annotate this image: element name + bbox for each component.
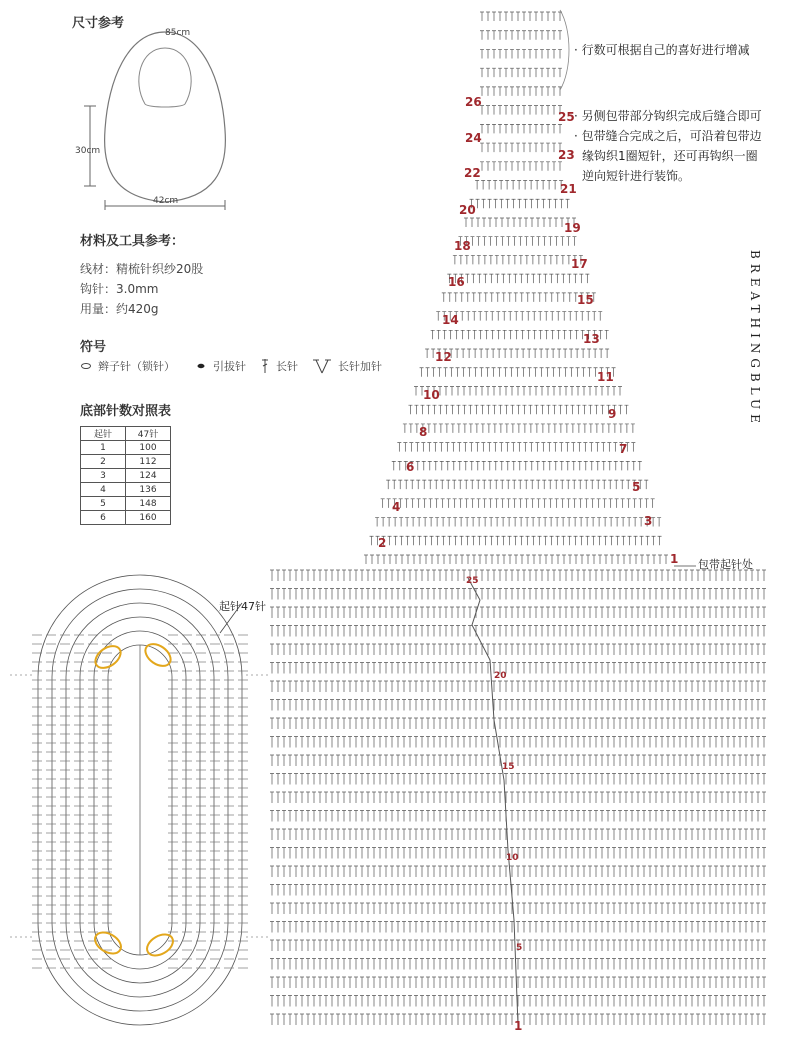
stitch-row — [480, 143, 562, 152]
stitch-row — [442, 293, 596, 302]
stitch-row — [480, 31, 562, 40]
bag-outline-diagram — [70, 20, 260, 210]
stitch-row — [270, 829, 766, 840]
stitch-row — [436, 312, 602, 321]
stitch-row — [270, 959, 766, 970]
stitch-row — [397, 443, 635, 452]
table-cell-stitches: 136 — [126, 483, 171, 497]
stitch-row — [270, 607, 766, 618]
stitch-row — [425, 349, 609, 358]
table-cell-round: 3 — [81, 469, 126, 483]
stitch-row — [270, 737, 766, 748]
stitch-row — [431, 330, 609, 339]
materials-title: 材料及工具参考： — [80, 234, 185, 249]
stitch-row — [475, 181, 563, 190]
stitch-row — [480, 124, 562, 133]
strap-row-number: 24 — [465, 131, 482, 145]
stitch-row — [453, 255, 583, 264]
stitch-row — [270, 922, 766, 933]
size-height-label: 30cm — [75, 146, 101, 156]
table-cell-stitches: 112 — [126, 455, 171, 469]
stitch-row — [270, 570, 766, 581]
table-cell-stitches: 160 — [126, 511, 171, 525]
stitch-row — [370, 536, 662, 545]
stitch-row — [270, 903, 766, 914]
stitch-row — [270, 681, 766, 692]
strap-row-number: 6 — [406, 460, 415, 474]
material-yarn: 线材：精梳针织纱20股 — [80, 262, 204, 276]
slip-stitch-icon — [195, 362, 207, 370]
strap-row-number: 20 — [459, 203, 476, 217]
strap-row-number: 13 — [583, 332, 600, 346]
highlight-circle — [143, 930, 176, 960]
strap-start-label: 包带起针处 — [698, 558, 753, 571]
stitch-row — [470, 199, 570, 208]
note-rows: · 行数可根据自己的喜好进行增减 — [574, 43, 750, 57]
chain-stitch-icon — [80, 362, 92, 370]
note-edge-3: 逆向短针进行装饰。 — [582, 169, 691, 183]
highlight-circle — [91, 928, 124, 958]
strap-row-number: 1 — [670, 552, 679, 566]
table-row — [81, 483, 171, 497]
stitch-row — [458, 237, 576, 246]
strap-row-number: 15 — [577, 293, 594, 307]
stitch-row — [270, 811, 766, 822]
table-body — [81, 441, 171, 525]
stitch-row — [270, 792, 766, 803]
stitch-row — [270, 774, 766, 785]
stitch-row — [392, 461, 642, 470]
symbols-title: 符号 — [80, 340, 107, 355]
stitch-row — [447, 274, 589, 283]
strap-row-number: 25 — [558, 110, 575, 124]
table-row — [81, 511, 171, 525]
stitch-row — [420, 368, 616, 377]
stitch-row — [270, 700, 766, 711]
stitch-row — [364, 555, 668, 564]
table-header-count: 47针 — [126, 427, 171, 441]
table-title: 底部针数对照表 — [80, 404, 172, 419]
stitch-row — [414, 386, 622, 395]
brand-watermark: BREATHINGBLUE — [748, 250, 762, 428]
stitch-row — [270, 977, 766, 988]
strap-row-number: 3 — [644, 514, 653, 528]
table-row — [81, 441, 171, 455]
stitch-row — [480, 12, 562, 21]
stitch-row — [270, 644, 766, 655]
stitch-row — [270, 626, 766, 637]
body-row-number: 1 — [514, 1019, 523, 1033]
table-cell-round: 1 — [81, 441, 126, 455]
strap-row-number: 26 — [465, 95, 482, 109]
strap-row-number: 22 — [464, 166, 481, 180]
stitch-row — [270, 663, 766, 674]
strap-row-number: 8 — [419, 425, 428, 439]
strap-row-number: 17 — [571, 257, 588, 271]
table-cell-round: 6 — [81, 511, 126, 525]
body-row-number: 5 — [516, 943, 523, 953]
base-oval-chart — [10, 565, 270, 1043]
body-row-number: 20 — [494, 671, 507, 681]
strap-row-number: 16 — [448, 275, 465, 289]
size-width-label: 42cm — [153, 196, 179, 206]
material-hook: 钩针：3.0mm — [80, 282, 159, 296]
strap-row-number: 4 — [392, 500, 401, 514]
stitch-row — [480, 106, 562, 115]
table-header-start: 起针 — [81, 427, 126, 441]
stitch-row — [480, 162, 562, 171]
stitch-row — [270, 718, 766, 729]
stitch-row — [270, 866, 766, 877]
note-edge-2: 缘钩织1圈短针，还可再钩织一圈 — [582, 149, 758, 163]
table-cell-round: 2 — [81, 455, 126, 469]
strap-row-number: 12 — [435, 350, 452, 364]
base-start-label: 起针47针 — [219, 600, 266, 613]
symbols-legend: 辫子针（锁针） 引拔针 长针 长针加针 — [80, 358, 382, 374]
strap-row-number: 11 — [597, 370, 614, 384]
note-edge-1: · 包带缝合完成之后，可沿着包带边 — [574, 129, 762, 143]
body-row-number: 10 — [506, 853, 519, 863]
table-cell-round: 4 — [81, 483, 126, 497]
stitch-row — [375, 518, 661, 527]
stitch-row — [270, 589, 766, 600]
strap-row-number: 19 — [564, 221, 581, 235]
table-cell-stitches: 148 — [126, 497, 171, 511]
material-amount: 用量：约420g — [80, 302, 159, 316]
strap-row-number: 10 — [423, 388, 440, 402]
stitch-row — [386, 480, 648, 489]
size-top-label: 85cm — [165, 28, 191, 38]
table-row — [81, 469, 171, 483]
highlight-circle — [91, 642, 124, 673]
body-row-number: 25 — [466, 576, 479, 586]
strap-row-number: 21 — [560, 182, 577, 196]
strap-row-number: 2 — [378, 536, 387, 550]
strap-row-number: 9 — [608, 407, 617, 421]
strap-row-number: 18 — [454, 239, 471, 253]
stitch-row — [403, 424, 635, 433]
table-row — [81, 455, 171, 469]
stitch-row — [270, 885, 766, 896]
stitch-row — [381, 499, 655, 508]
strap-row-number: 5 — [632, 480, 641, 494]
table-cell-stitches: 124 — [126, 469, 171, 483]
note-sew: · 另侧包带部分钩织完成后缝合即可 — [574, 109, 762, 123]
stitch-row — [480, 87, 562, 96]
strap-row-number: 7 — [619, 442, 628, 456]
table-row — [81, 497, 171, 511]
size-ref-title: 尺寸参考 — [72, 16, 125, 31]
stitch-row — [270, 755, 766, 766]
table-cell-round: 5 — [81, 497, 126, 511]
strap-row-number: 14 — [442, 313, 459, 327]
stitch-row — [408, 405, 628, 414]
stitch-row — [480, 49, 562, 58]
stitch-row — [464, 218, 576, 227]
strap-row-number: 23 — [558, 148, 575, 162]
body-row-number: 15 — [502, 762, 515, 772]
stitch-count-table — [80, 426, 171, 525]
stitch-row — [270, 996, 766, 1007]
table-cell-stitches: 100 — [126, 441, 171, 455]
stitch-row — [480, 68, 562, 77]
